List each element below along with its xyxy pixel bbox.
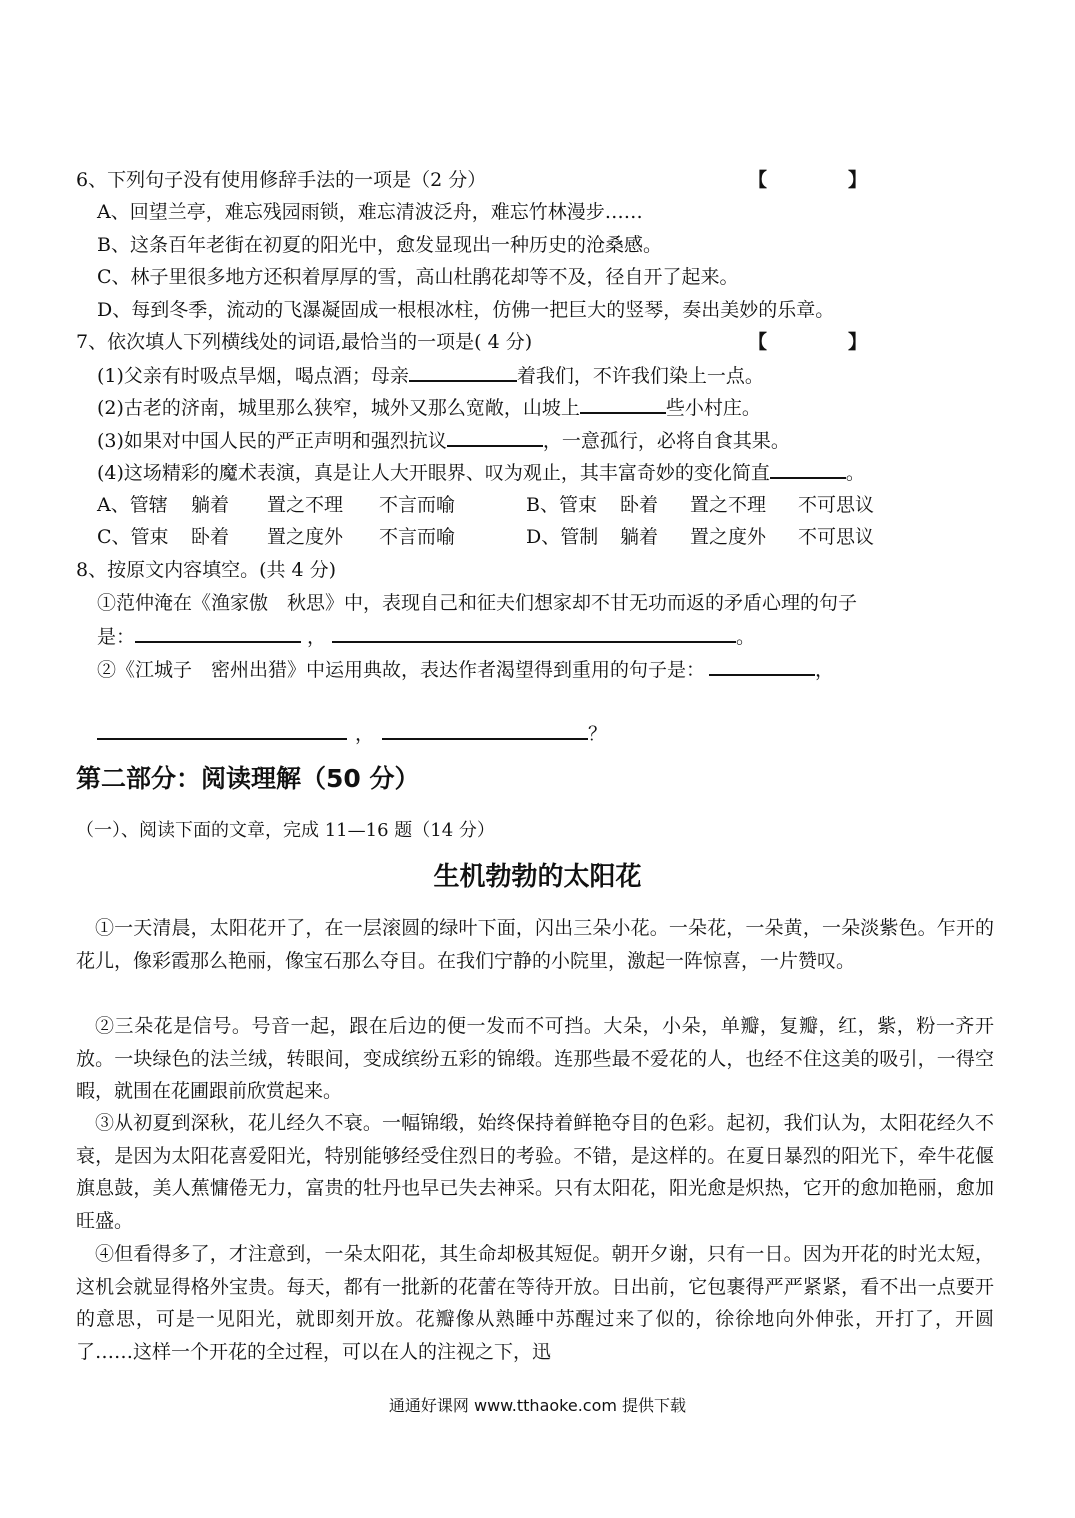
q7-s4-before: (4)这场精彩的魔术表演，真是让人大开眼界、叹为观止，其丰富奇妙的变化简直 — [97, 462, 770, 484]
q8-blank-4[interactable] — [97, 720, 347, 740]
q7-option-d — [526, 524, 874, 550]
q7-s2-blank[interactable] — [580, 394, 666, 414]
q7-d-word2: 躺着 — [620, 526, 659, 548]
q8-l2-period: 。 — [736, 626, 756, 648]
q8-line-2 — [97, 623, 755, 650]
part2-intro: （一）、阅读下面的文章，完成 11—16 题（14 分） — [76, 820, 495, 841]
q8-l3-text: ②《江城子 密州出猎》中运用典故，表达作者渴望得到重用的句子是： — [97, 659, 706, 681]
page-footer: 通通好课网 www.tthaoke.com 提供下载 — [388, 1396, 687, 1415]
q7-bracket-open: 【 — [748, 331, 768, 353]
q8-blank-1[interactable] — [135, 623, 301, 643]
q7-s2-before: (2)古老的济南，城里那么狭窄，城外又那么宽敞，山坡上 — [97, 397, 580, 419]
q8-l2-comma: ， — [307, 626, 327, 648]
q6-option-d: D、每到冬季，流动的飞瀑凝固成一根根冰柱，仿佛一把巨大的竖琴，奏出美妙的乐章。 — [97, 299, 835, 321]
q8-l2-prefix: 是： — [97, 626, 136, 648]
q7-stem: 7、依次填人下列横线处的词语,最恰当的一项是( 4 分) — [76, 331, 533, 353]
article-paragraph-3: ③从初夏到深秋，花儿经久不衰。一幅锦缎，始终保持着鲜艳夺目的色彩。起初，我们认为，太阳花经久不衰，是因为太阳花喜爱阳光，特别能够经受住烈日的考验。不错，是这样的。在夏日暴烈的阳光下，牵牛花偃旗息鼓，美人蕉慵倦无力，富贵的牡丹也早已失去神采。只有太阳花，阳光愈是炽热，它开的愈加艳丽，愈加旺盛。 — [76, 1112, 994, 1232]
q6-option-a: A、回望兰亭，难忘残园雨锁，难忘清波泛舟，难忘竹林漫步…… — [97, 201, 643, 223]
q8-l3-comma: ， — [815, 659, 835, 681]
article-paragraph-4: ④但看得多了，才注意到，一朵太阳花，其生命却极其短促。朝开夕谢，只有一日。因为开花的时光太短，这机会就显得格外宝贵。每天，都有一批新的花蕾在等待开放。日出前，它包裹得严严紧紧，看不出一点要开的意思，可是一见阳光，就即刻开放。花瓣像从熟睡中苏醒过来了似的，徐徐地向外伸张，开打了，开圆了……这样一个开花的全过程，可以在人的注视之下，迅 — [76, 1243, 994, 1363]
article-paragraph-2: ②三朵花是信号。号音一起，跟在后边的便一发而不可挡。大朵，小朵，单瓣，复瓣，红，紫，粉一齐开放。一块绿色的法兰绒，转眼间，变成缤纷五彩的锦缎。连那些最不爱花的人，也经不住这美的吸引，一得空暇，就围在花圃跟前欣赏起来。 — [76, 1015, 994, 1102]
q7-s1-before: (1)父亲有时吸点旱烟，喝点酒；母亲 — [97, 365, 409, 387]
q7-b-word4: 不可思议 — [798, 494, 875, 516]
q7-s4-blank[interactable] — [770, 459, 846, 479]
q8-l4-comma: ， — [355, 723, 375, 745]
q7-sentence-1 — [97, 362, 764, 389]
q7-sentence-4 — [97, 459, 865, 486]
q7-d-word4: 不可思议 — [798, 526, 875, 548]
q7-s3-before: (3)如果对中国人民的严正声明和强烈抗议 — [97, 430, 447, 452]
q7-b-word2: 卧着 — [620, 494, 659, 516]
q7-a-word1: A、管辖 — [97, 494, 168, 516]
q6-option-b: B、这条百年老街在初夏的阳光中，愈发显现出一种历史的沧桑感。 — [97, 234, 662, 256]
q8-blank-5[interactable] — [382, 720, 588, 740]
q7-d-word1: D、管制 — [526, 526, 599, 548]
q7-c-word4: 不言而喻 — [379, 526, 456, 548]
q7-a-word3: 置之不理 — [267, 494, 344, 516]
q7-a-word4: 不言而喻 — [379, 494, 456, 516]
q8-l4-question: ？ — [588, 723, 608, 745]
q7-s3-after: ，一意孤行，必将自食其果。 — [542, 430, 790, 452]
part2-title: 第二部分：阅读理解（50 分） — [76, 764, 420, 793]
q7-option-b — [526, 492, 874, 518]
q7-b-word1: B、管束 — [526, 494, 597, 516]
q7-option-c — [97, 524, 455, 550]
q7-bracket-close: 】 — [848, 331, 868, 353]
q7-s1-blank[interactable] — [409, 362, 517, 382]
q6-bracket-close: 】 — [848, 169, 868, 191]
q7-c-word3: 置之度外 — [267, 526, 344, 548]
article-title: 生机勃勃的太阳花 — [433, 862, 642, 892]
q8-line-3 — [97, 656, 834, 683]
q8-blank-3[interactable] — [709, 656, 815, 676]
q7-d-word3: 置之度外 — [690, 526, 767, 548]
q7-b-word3: 置之不理 — [690, 494, 767, 516]
q7-sentence-2 — [97, 394, 761, 421]
q7-option-a — [97, 492, 455, 518]
q6-option-c: C、林子里很多地方还积着厚厚的雪，高山杜鹃花却等不及，径自开了起来。 — [97, 266, 739, 288]
q7-s2-after: 些小村庄。 — [665, 397, 761, 419]
q7-c-word2: 卧着 — [191, 526, 230, 548]
q7-sentence-3 — [97, 427, 790, 454]
q7-s4-after: 。 — [845, 462, 865, 484]
q7-c-word1: C、管束 — [97, 526, 169, 548]
q8-stem: 8、按原文内容填空。(共 4 分) — [76, 559, 337, 581]
article-paragraph-1: ①一天清晨，太阳花开了，在一层滚圆的绿叶下面，闪出三朵小花。一朵花，一朵黄，一朵淡紫色。乍开的花儿，像彩霞那么艳丽，像宝石那么夺目。在我们宁静的小院里，激起一阵惊喜，一片赞叹。 — [76, 917, 994, 972]
q8-blank-2[interactable] — [332, 623, 736, 643]
q6-stem: 6、下列句子没有使用修辞手法的一项是（2 分） — [76, 169, 487, 191]
q6-bracket-open: 【 — [748, 169, 768, 191]
q8-line-4 — [97, 720, 607, 747]
q8-line-1: ①范仲淹在《渔家傲 秋思》中，表现自己和征夫们想家却不甘无功而返的矛盾心理的句子 — [97, 592, 858, 614]
q7-s3-blank[interactable] — [447, 427, 543, 447]
q7-s1-after: 着我们，不许我们染上一点。 — [516, 365, 764, 387]
q7-a-word2: 躺着 — [191, 494, 230, 516]
